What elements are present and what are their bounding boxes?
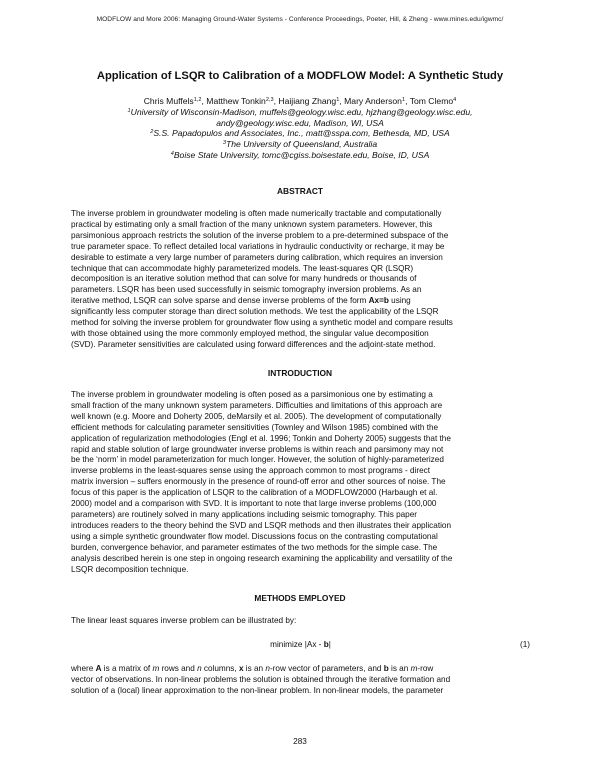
text-line: technique that can accommodate highly parameterized models. The least-squares QR (LSQR) [71, 263, 414, 273]
text-line: method for solving the inverse problem for groundwater flow using a synthetic model and compare results [71, 318, 453, 328]
text-line: focus of this paper is the application of LSQR to the calibration of a MODFLOW2000 (Harbaugh et al. [71, 488, 438, 498]
author-affiliation-marker: 2,3 [265, 97, 274, 103]
text-line: parameters. LSQR has been used successfully in seismic tomography inversion problems. As an [71, 285, 422, 295]
text-line: with those obtained using the more commonly employed method, the singular value decomposition [71, 328, 429, 338]
text-line: analysis described herein is one step in ongoing research examining the applicability and versatility of the [71, 553, 453, 563]
text-line: efficient methods for calculating parameter sensitivities (Townley and Wilson 1985) combined with the [71, 422, 439, 432]
text-line: be the ‘norm’ in model parameterization for much longer. However, the solution of highly-parameterized [71, 455, 444, 465]
text-line: 2000) model and a comparison with SVD. It is important to note that large inverse problems (100,000 [71, 499, 437, 509]
text-line: using a simple synthetic groundwater flow model. Discussions focus on the contrasting computational [71, 531, 438, 541]
author-name: Tom Clemo [409, 96, 454, 106]
author-block [60, 96, 540, 161]
text-line: decomposition is an iterative solution method that can solve for many hundreds or thousands of [71, 274, 417, 284]
affiliation-list [60, 107, 540, 161]
page-number: 283 [293, 737, 307, 746]
affiliation-line: $^4$Boise State University, tomc@cgiss.boisestate.edu, Boise, ID, USA [170, 149, 430, 160]
affiliation-line: andy@geology.wisc.edu, Madison, WI, USA [216, 117, 384, 128]
methods-heading: METHODS EMPLOYED [254, 593, 346, 603]
author-name: Chris Muffels [143, 96, 194, 106]
methods-text [71, 664, 530, 697]
text-line: (SVD). Parameter sensitivities are calculated using forward differences and the adjoint-state method. [71, 339, 436, 349]
author-list: Chris Muffels$^{1,2}$, Matthew Tonkin$^{2,3}$, Haijiang Zhang$^1$, Mary Anderson$^1$, Tom Clemo$^4$ [143, 96, 457, 106]
text-line: desirable to estimate a very large number of parameters during calibration, which requires an inversion [71, 252, 443, 262]
text-line: vector of observations. In non-linear problems the solution is obtained through the iterative formation and [71, 674, 451, 684]
text-line: LSQR decomposition technique. [71, 564, 189, 574]
author-affiliation-marker: 4 [453, 97, 457, 103]
paper-title: Application of LSQR to Calibration of a MODFLOW Model: A Synthetic Study [96, 70, 504, 82]
affiliation-line: $^1$University of Wisconsin-Madison, muffels@geology.wisc.edu, hjzhang@geology.wisc.edu, [127, 106, 473, 117]
running-header: MODFLOW and More 2006: Managing Ground-Water Systems - Conference Proceedings, Poeter, Hill, & Zheng - www.mines.edu/igwmc/ [96, 16, 504, 23]
author-name: Matthew Tonkin [206, 96, 266, 106]
text-line: practical by estimating only a small fraction of the many unknown system parameters. However, this [71, 219, 433, 229]
text-line: inverse problems in the least-squares sense using the approach common to most programs - direct [71, 466, 431, 476]
text-line: where A is a matrix of m rows and n columns, x is an n-row vector of parameters, and b is an m-row [71, 664, 434, 673]
text-line: The inverse problem in groundwater modeling is often made numerically tractable and computationally [71, 209, 442, 218]
author-name: Haijiang Zhang [278, 96, 337, 106]
abstract-heading: ABSTRACT [276, 186, 324, 196]
affiliation-line: $^3$The University of Queensland, Australia [222, 139, 378, 150]
affiliation-line: $^2$S.S. Papadopulos and Associates, Inc., matt@sspa.com, Bethesda, MD, USA [150, 128, 450, 139]
text-line: The inverse problem in groundwater modeling is often posed as a parsimonious one by estimating a [71, 390, 433, 399]
equation-number: (1) [519, 640, 530, 649]
author-affiliation-marker: 1 [336, 97, 340, 103]
methods-intro-line: The linear least squares inverse problem can be illustrated by: [71, 616, 297, 625]
author-affiliation-marker: 1 [401, 97, 406, 103]
text-line: true parameter space. To reflect detailed local variations in hydraulic conductivity or recharge, it may be [71, 241, 445, 251]
methods-intro [71, 616, 530, 627]
introduction-text [71, 390, 530, 575]
text-line: matrix inversion – suffers enormously in the presence of round-off error and other sources of noise. The [71, 477, 446, 487]
equation-text: minimize |Ax - b| [270, 640, 331, 649]
text-line: small fraction of the many unknown system parameters. Difficulties and limitations of this approach are [71, 400, 443, 410]
text-line: application of regularization methodologies (Engl et al. 1996; Tonkin and Doherty 2005) suggests that the [71, 433, 451, 443]
introduction-heading: INTRODUCTION [267, 368, 333, 378]
abstract-text [71, 209, 530, 351]
text-line: rapid and stable solution of large groundwater inverse problems is within reach and parsimony may not [71, 444, 444, 454]
author-affiliation-marker: 1,2 [193, 97, 202, 103]
text-line: iterative method, LSQR can solve sparse and dense inverse problems of the form Ax=b using [71, 296, 411, 306]
text-line: parsimonious approach restricts the solution of the inverse problem to a pre-determined subspace of the [71, 230, 449, 240]
text-line: burden, convergence behavior, and parameter estimates of the two methods for the simple case. The [71, 542, 438, 552]
text-line: well known (e.g. Moore and Doherty 2005, deMarsily et al. 2005). The development of computationally [71, 411, 442, 421]
text-line: solution of a (local) linear approximation to the non-linear problem. In non-linear models, the parameter [71, 685, 444, 695]
text-line: significantly less computer storage than direct solution methods. We test the applicability of the LSQR [71, 307, 439, 317]
equation-1 [71, 640, 530, 652]
text-line: introduces readers to the theory behind the SVD and LSQR methods and then illustrates their application [71, 520, 452, 530]
author-name: Mary Anderson [344, 96, 402, 106]
text-line: parameters) are routinely solved in many applications including seismic tomography. This paper [71, 509, 418, 519]
